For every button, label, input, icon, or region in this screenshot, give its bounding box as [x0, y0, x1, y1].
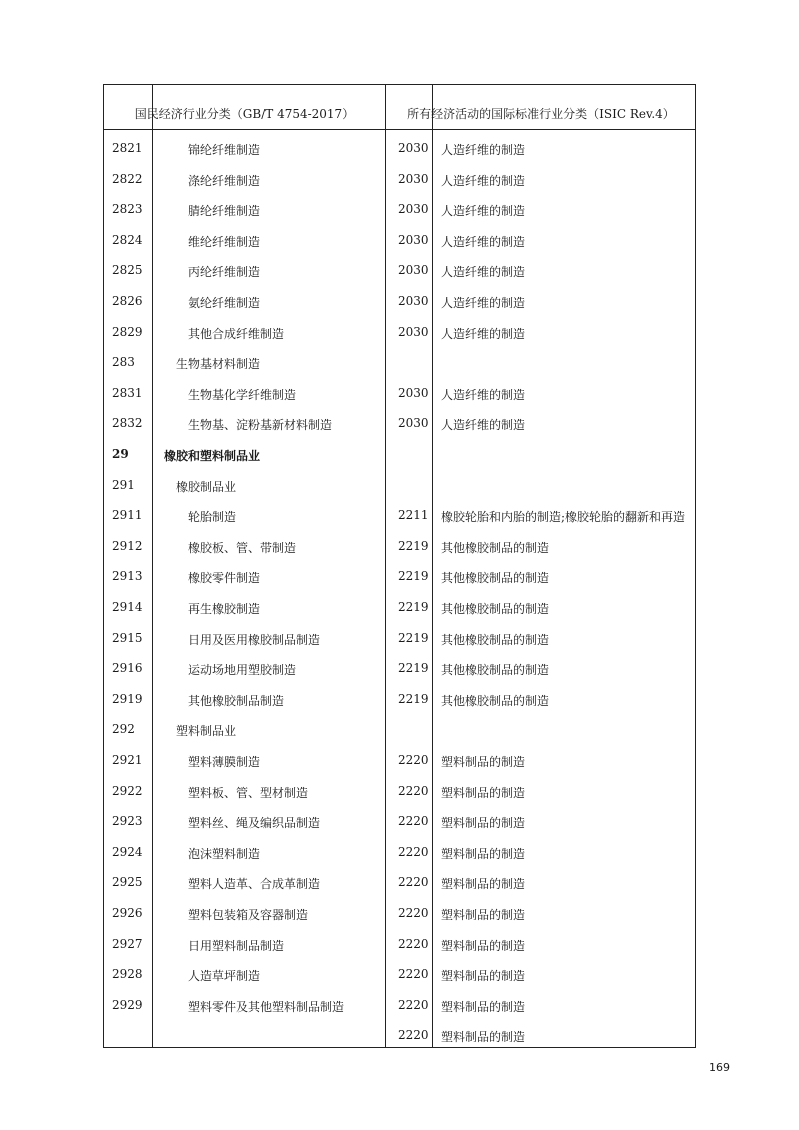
table-row: [104, 777, 695, 808]
industry-name: 塑料板、管、型材制造: [188, 785, 309, 800]
table-row: [104, 226, 695, 257]
isic-name: 其他橡胶制品的制造: [441, 663, 550, 678]
industry-code: 2821: [112, 141, 143, 155]
industry-code: 2831: [112, 385, 143, 400]
isic-name: 其他橡胶制品的制造: [441, 602, 550, 616]
industry-code: 29: [112, 447, 129, 461]
isic-name: 塑料制品的制造: [441, 969, 526, 984]
isic-code: 2030: [398, 232, 429, 247]
table-row: [104, 287, 695, 318]
industry-name: 其他合成纤维制造: [188, 326, 285, 341]
isic-name: 塑料制品的制造: [441, 846, 526, 861]
industry-code: 2926: [112, 906, 143, 920]
isic-code: 2219: [398, 600, 429, 614]
isic-code: 2220: [398, 875, 429, 890]
industry-code: 2914: [112, 600, 143, 614]
table-row: [104, 899, 695, 930]
industry-code: 2823: [112, 202, 143, 217]
isic-name: 人造纤维的制造: [441, 296, 526, 310]
industry-code: 2911: [112, 508, 143, 523]
industry-code: 2832: [112, 416, 143, 431]
industry-name: 橡胶零件制造: [188, 571, 261, 586]
industry-name: 轮胎制造: [188, 510, 237, 525]
industry-code: 2913: [112, 569, 143, 584]
industry-name: 再生橡胶制造: [188, 602, 261, 616]
industry-code: 2924: [112, 844, 143, 859]
industry-name: 塑料制品业: [176, 724, 237, 739]
isic-code: 2030: [398, 263, 429, 278]
isic-name: 人造纤维的制造: [441, 204, 526, 219]
industry-name: 日用塑料制品制造: [188, 938, 285, 953]
table-row: [104, 624, 695, 655]
isic-code: 2030: [398, 385, 429, 400]
industry-code: 2915: [112, 630, 143, 645]
industry-name: 腈纶纤维制造: [188, 204, 261, 219]
table-row: [104, 471, 695, 502]
table-row: [104, 838, 695, 869]
industry-name: 人造草坪制造: [188, 969, 261, 984]
isic-code: 2219: [398, 661, 429, 676]
isic-code: 2030: [398, 324, 429, 339]
industry-code: 291: [112, 477, 135, 492]
isic-code: 2219: [398, 691, 429, 706]
industry-name: 维纶纤维制造: [188, 234, 261, 249]
header-divider: [104, 129, 695, 130]
industry-name: 橡胶和塑料制品业: [164, 449, 261, 463]
table-row: [104, 134, 695, 165]
table-row: [104, 318, 695, 349]
industry-code: 2826: [112, 294, 143, 308]
industry-code: 292: [112, 722, 135, 737]
isic-code: 2220: [398, 967, 429, 982]
isic-name: 塑料制品的制造: [441, 1030, 526, 1045]
industry-code: 2916: [112, 661, 143, 676]
industry-name: 其他橡胶制品制造: [188, 693, 285, 708]
industry-name: 涤纶纤维制造: [188, 173, 261, 188]
isic-code: 2030: [398, 171, 429, 186]
table-row: [104, 532, 695, 563]
industry-name: 橡胶板、管、带制造: [188, 540, 297, 555]
industry-name: 生物基化学纤维制造: [188, 387, 297, 402]
industry-name: 塑料丝、绳及编织品制造: [188, 816, 321, 831]
page-number: 169: [709, 1061, 730, 1074]
isic-code: 2219: [398, 630, 429, 645]
industry-code: 2929: [112, 997, 143, 1012]
table-row: [104, 960, 695, 991]
industry-name: 塑料零件及其他塑料制品制造: [188, 999, 345, 1014]
isic-code: 2220: [398, 1028, 429, 1043]
industry-name: 塑料薄膜制造: [188, 755, 261, 769]
table-row: [104, 685, 695, 716]
isic-code: 2030: [398, 141, 429, 155]
industry-name: 塑料包装箱及容器制造: [188, 908, 309, 922]
table-row: [104, 1021, 695, 1052]
industry-code: 2923: [112, 814, 143, 829]
isic-code: 2220: [398, 997, 429, 1012]
isic-name: 人造纤维的制造: [441, 173, 526, 188]
isic-code: 2211: [398, 508, 429, 523]
table-row: [104, 165, 695, 196]
industry-code: 2922: [112, 783, 143, 798]
classification-table: [103, 84, 696, 1048]
industry-name: 丙纶纤维制造: [188, 265, 261, 280]
industry-name: 日用及医用橡胶制品制造: [188, 632, 321, 647]
isic-name: 人造纤维的制造: [441, 326, 526, 341]
table-row: [104, 409, 695, 440]
isic-code: 2219: [398, 569, 429, 584]
industry-name: 橡胶制品业: [176, 479, 237, 494]
isic-code: 2220: [398, 936, 429, 951]
industry-name: 泡沫塑料制造: [188, 846, 261, 861]
table-row: [104, 501, 695, 532]
header-gbt: 国民经济行业分类（GB/T 4754-2017）: [134, 107, 355, 121]
isic-code: 2220: [398, 906, 429, 920]
isic-code: 2219: [398, 538, 429, 553]
header-isic: 所有经济活动的国际标准行业分类（ISIC Rev.4）: [407, 107, 675, 121]
isic-code: 2220: [398, 753, 429, 767]
table-row: [104, 593, 695, 624]
industry-code: 2927: [112, 936, 143, 951]
isic-name: 其他橡胶制品的制造: [441, 693, 550, 708]
table-row: [104, 256, 695, 287]
table-row: [104, 195, 695, 226]
isic-name: 塑料制品的制造: [441, 938, 526, 953]
isic-name: 塑料制品的制造: [441, 908, 526, 922]
table-row: [104, 746, 695, 777]
isic-name: 人造纤维的制造: [441, 418, 526, 433]
table-row: [104, 991, 695, 1022]
industry-code: 283: [112, 355, 135, 370]
isic-code: 2030: [398, 202, 429, 217]
isic-name: 其他橡胶制品的制造: [441, 571, 550, 586]
isic-code: 2220: [398, 844, 429, 859]
isic-name: 橡胶轮胎和内胎的制造;橡胶轮胎的翻新和再造: [441, 510, 686, 525]
isic-name: 其他橡胶制品的制造: [441, 632, 550, 647]
isic-name: 塑料制品的制造: [441, 999, 526, 1014]
industry-name: 锦纶纤维制造: [188, 143, 261, 157]
isic-code: 2220: [398, 783, 429, 798]
table-row: [104, 348, 695, 379]
isic-name: 塑料制品的制造: [441, 755, 526, 769]
table-row: [104, 562, 695, 593]
industry-code: 2921: [112, 753, 143, 767]
isic-name: 人造纤维的制造: [441, 234, 526, 249]
table-row: [104, 930, 695, 961]
isic-code: 2030: [398, 294, 429, 308]
isic-name: 人造纤维的制造: [441, 387, 526, 402]
table-row: [104, 654, 695, 685]
isic-name: 人造纤维的制造: [441, 265, 526, 280]
industry-code: 2912: [112, 538, 143, 553]
industry-name: 生物基、淀粉基新材料制造: [188, 418, 333, 433]
isic-name: 人造纤维的制造: [441, 143, 526, 157]
industry-name: 塑料人造革、合成革制造: [188, 877, 321, 892]
industry-name: 生物基材料制造: [176, 357, 261, 372]
isic-code: 2220: [398, 814, 429, 829]
table-row: [104, 868, 695, 899]
industry-code: 2825: [112, 263, 143, 278]
industry-name: 运动场地用塑胶制造: [188, 663, 297, 678]
industry-code: 2919: [112, 691, 143, 706]
isic-name: 塑料制品的制造: [441, 877, 526, 892]
industry-code: 2824: [112, 232, 143, 247]
isic-name: 塑料制品的制造: [441, 816, 526, 831]
industry-code: 2925: [112, 875, 143, 890]
industry-code: 2829: [112, 324, 143, 339]
isic-name: 塑料制品的制造: [441, 785, 526, 800]
table-row: [104, 440, 695, 471]
isic-name: 其他橡胶制品的制造: [441, 540, 550, 555]
industry-code: 2928: [112, 967, 143, 982]
isic-code: 2030: [398, 416, 429, 431]
table-row: [104, 807, 695, 838]
table-row: [104, 715, 695, 746]
industry-code: 2822: [112, 171, 143, 186]
table-row: [104, 379, 695, 410]
industry-name: 氨纶纤维制造: [188, 296, 261, 310]
